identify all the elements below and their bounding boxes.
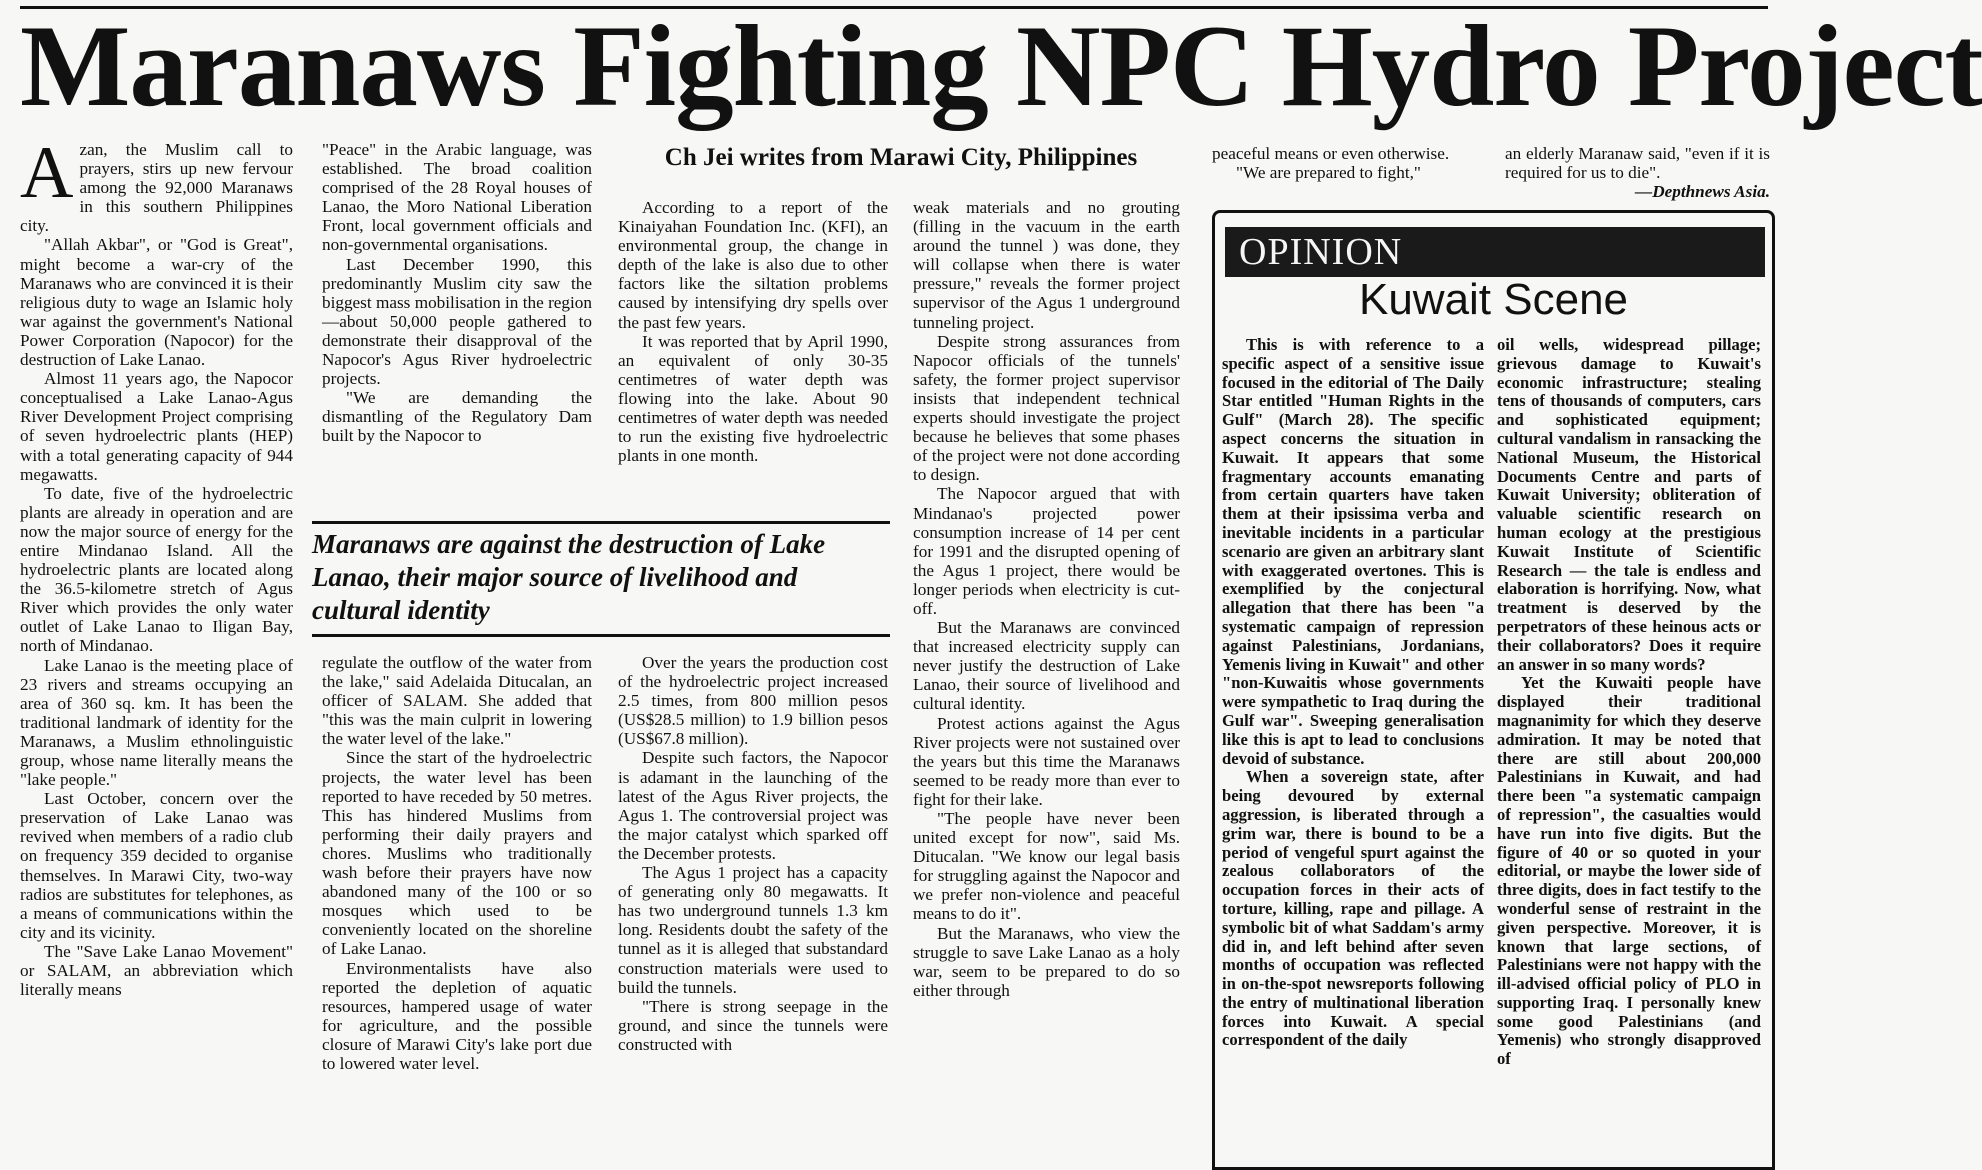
opinion-column-left [1222,336,1484,1161]
article-paragraph: To date, five of the hydroelectric plants are already in operation and are now the major source of energy for the entire Mindanao Island. All the hydroelectric plants are located along the 36.5-kilometre stretch of Agus River which provides the only water outlet of Lake Lanao to Iligan Bay, north of Mindanao. [20,483,293,656]
article-column-1 [20,132,293,1161]
article-paragraph: It was reported that by April 1990, an equivalent of only 30-35 centimetres of water depth was flowing into the lake. About 90 centimetres of water depth was needed to run the existing five hydroelectric plants in one month. [618,331,888,466]
opinion-paragraph: oil wells, widespread pillage; grievous damage to Kuwait's economic infrastructure; stealing tens of thousands of computers, cars and sophisticated equipment; cultural vandalism in ransacking the National Museum, the Historical Documents Centre and parts of Kuwait University; obliteration of valuable scientific research on human ecology at the prestigious Kuwait Institute of Scientific Research — the tale is endless and elaboration is horrifying. Now, what treatment is deserved by the perpetrators of these heinous acts or their collaborators? Does it require an answer in so many words? [1497,335,1761,674]
article-paragraph [20,132,293,236]
article-paragraph: According to a report of the Kinaiyahan Foundation Inc. (KFI), an environmental group, the change in depth of the lake is also due to other factors like the siltation problems caused by intensifying dry spells over the past few years. [618,198,888,332]
article-paragraph: "The people have never been united except for now", said Ms. Ditucalan. "We know our legal basis for struggling against the Napocor and we prefer non-violence and peaceful means to do it". [913,809,1180,924]
opinion-title: Kuwait Scene [1358,275,1629,324]
article-paragraph: regulate the outflow of the water from the lake," said Adelaida Ditucalan, an officer of SALAM. She added that "this was the main culprit in lowering the water level of the lake." [322,653,592,749]
byline: Ch Jei writes from Marawi City, Philippines [664,144,1138,171]
article-paragraph: Last December 1990, this predominantly Muslim city saw the biggest mass mobilisation in the region—about 50,000 people gathered to demonstrate their disapproval of the Napocor's Agus River hydroelectric projects. [322,254,592,389]
article-column-4 [913,198,1180,1161]
article-paragraph: Last October, concern over the preservation of Lake Lanao was revived when members of a radio club on frequency 359 decided to organise themselves. In Marawi City, two-way radios are substitutes for telephones, as a means of communications within the city and its vicinity. [20,789,293,942]
article-paragraph: The "Save Lake Lanao Movement" or SALAM, an abbreviation which literally means [20,941,293,1000]
article-paragraph: The Napocor argued that with Mindanao's projected power consumption increase of 14 per cent for 1991 and the disrupted opening of the Agus 1 project, there would be longer periods when electricity is cut-off. [913,484,1180,618]
article-paragraph: an elderly Maranaw said, "even if it is required for us to die". [1505,144,1770,183]
article-paragraph: But the Maranaws, who view the struggle to save Lake Lanao as a holy war, seem to be prepared to do so either through [913,923,1180,1000]
article-paragraph: Over the years the production cost of the hydroelectric project increased 2.5 times, from 800 million pesos (US$28.5 million) to 1.9 billion pesos (US$67.8 million). [618,653,888,749]
article-column-6 [1505,144,1770,206]
article-paragraph: "We are prepared to fight," [1236,163,1421,183]
article-paragraph: "Peace" in the Arabic language, was established. The broad coalition comprised of the 28 Royal houses of Lanao, the Moro National Liberation Front, local government officials and non-governmental organisations. [322,140,592,255]
article-paragraph: Since the start of the hydroelectric projects, the water level has been reported to have receded by 50 metres. This has hindered Muslims from performing their daily prayers and chores. Muslims who traditionally wash before their prayers have now abandoned many of the 100 or so mosques which used to be conveniently located on the shoreline of Lake Lanao. [322,748,592,959]
article-credit: —Depthnews Asia. [1635,182,1770,202]
opinion-paragraph: When a sovereign state, after being devoured by external aggression, is liberated through a grim war, there is bound to be a period of vengeful spurt against the zealous collaborators of the occupation forces in their acts of torture, killing, rape and pillage. A symbolic bit of what Saddam's army did in, and left behind after seven months of occupation was reflected in on-the-spot newsreports following the entry of multinational liberation forces into Kuwait. A special correspondent of the daily [1222,767,1484,1050]
article-paragraph: "We are demanding the dismantling of the Regulatory Dam built by the Napocor to [322,388,592,446]
article-paragraph: weak materials and no grouting (filling in the vacuum in the earth around the tunnel ) was done, they will collapse when there is water pressure," reveals the former project supervisor of the Agus 1 underground tunneling project. [913,198,1180,332]
pullquote-top-rule [312,521,890,524]
article-column-3-lower [618,653,888,1161]
article-paragraph: Despite such factors, the Napocor is adamant in the launching of the latest of the Agus River projects, the Agus 1. The controversial project was the major catalyst which sparked off the December protests. [618,748,888,863]
article-paragraph: The Agus 1 project has a capacity of generating only 80 megawatts. It has two underground tunnels 1.3 km long. Residents doubt the safety of the tunnel as it is alleged that substandard construction materials were used to build the tunnels. [618,863,888,997]
opinion-paragraph: This is with reference to a specific aspect of a sensitive issue focused in the editorial of The Daily Star entitled "Human Rights in the Gulf" (March 28). The specific aspect concerns the situation in Kuwait. It appears that some fragmentary accounts emanating from certain quarters have taken them at their ipsissima verba and inevitable incidents in a particular scenario are given an arbitrary slant with exaggerated overtones. This is exemplified by the conjectural allegation that there has been "a systematic campaign of repression against Palestinians, Jordanians, Yemenis living in Kuwait" and other "non-Kuwaitis whose governments were sympathetic to Iraq during the Gulf war". Sweeping generalisation like this is apt to lead to conclusions devoid of substance. [1222,335,1484,768]
article-column-5 [1212,144,1480,206]
article-column-2-upper [322,140,592,508]
pullquote: Maranaws are against the destruction of Lake Lanao, their major source of livelihood and cultural identity [312,529,826,625]
pullquote-bottom-rule [312,634,890,637]
article-paragraph: But the Maranaws are convinced that increased electricity supply can never justify the destruction of Lake Lanao, their source of livelihood and cultural identity. [913,618,1180,714]
article-paragraph: Protest actions against the Agus River projects were not sustained over the years but this time the Maranaws seemed to be ready more than ever to fight for their lake. [913,713,1180,809]
article-column-3-upper [618,198,888,508]
article-paragraph: Environmentalists have also reported the depletion of aquatic resources, hampered usage of water for agriculture, and the possible closure of Marawi City's lake port due to lowered water level. [322,958,592,1073]
headline: Maranaws Fighting NPC Hydro Project [20,2,1982,131]
article-paragraph: Despite strong assurances from Napocor officials of the tunnels' safety, the former project supervisor insists that independent technical experts should investigate the project because he believes that some phases of the project were not done according to design. [913,331,1180,485]
paragraph-text: zan, the Muslim call to prayers, stirs up new fervour among the 92,000 Maranaws in this southern Philippines city. [20,140,293,236]
article-column-2-lower [322,653,592,1161]
opinion-label: OPINION [1225,227,1765,277]
article-paragraph: Lake Lanao is the meeting place of 23 rivers and streams occupying an area of 360 sq. km. It has been the traditional landmark of identity for the Maranaws, a Muslim ethnolinguistic group, whose name literally means the "lake people." [20,655,293,790]
opinion-paragraph: Yet the Kuwaiti people have displayed their traditional magnanimity for which they deserve admiration. It may be noted that there are still about 200,000 Palestinians in Kuwait, and had there been "a systematic campaign of repression", the casualties would have run into five digits. But the figure of 40 or so quoted in your editorial, or maybe the lower side of three digits, does in fact testify to the wonderful sense of restraint in the given perspective. Moreover, it is known that large sections, of Palestinians were not happy with the ill-advised official policy of PLO in supporting Iraq. I personally knew some good Palestinians (and Yemenis) who strongly disapproved of [1497,673,1761,1069]
opinion-column-right [1497,336,1761,1161]
article-paragraph: Almost 11 years ago, the Napocor conceptualised a Lake Lanao-Agus River Development Project comprising of seven hydroelectric plants (HEP) with a total generating capacity of 944 megawatts. [20,369,293,484]
article-paragraph: "Allah Akbar", or "God is Great", might become a war-cry of the Maranaws who are convinced it is their religious duty to wage an Islamic holy war against the government's National Power Corporation (Napocor) for the destruction of Lake Lanao. [20,235,293,370]
article-paragraph: "There is strong seepage in the ground, and since the tunnels were constructed with [618,996,888,1054]
drop-cap: A [20,132,74,214]
article-paragraph: peaceful means or even otherwise. [1212,144,1450,163]
